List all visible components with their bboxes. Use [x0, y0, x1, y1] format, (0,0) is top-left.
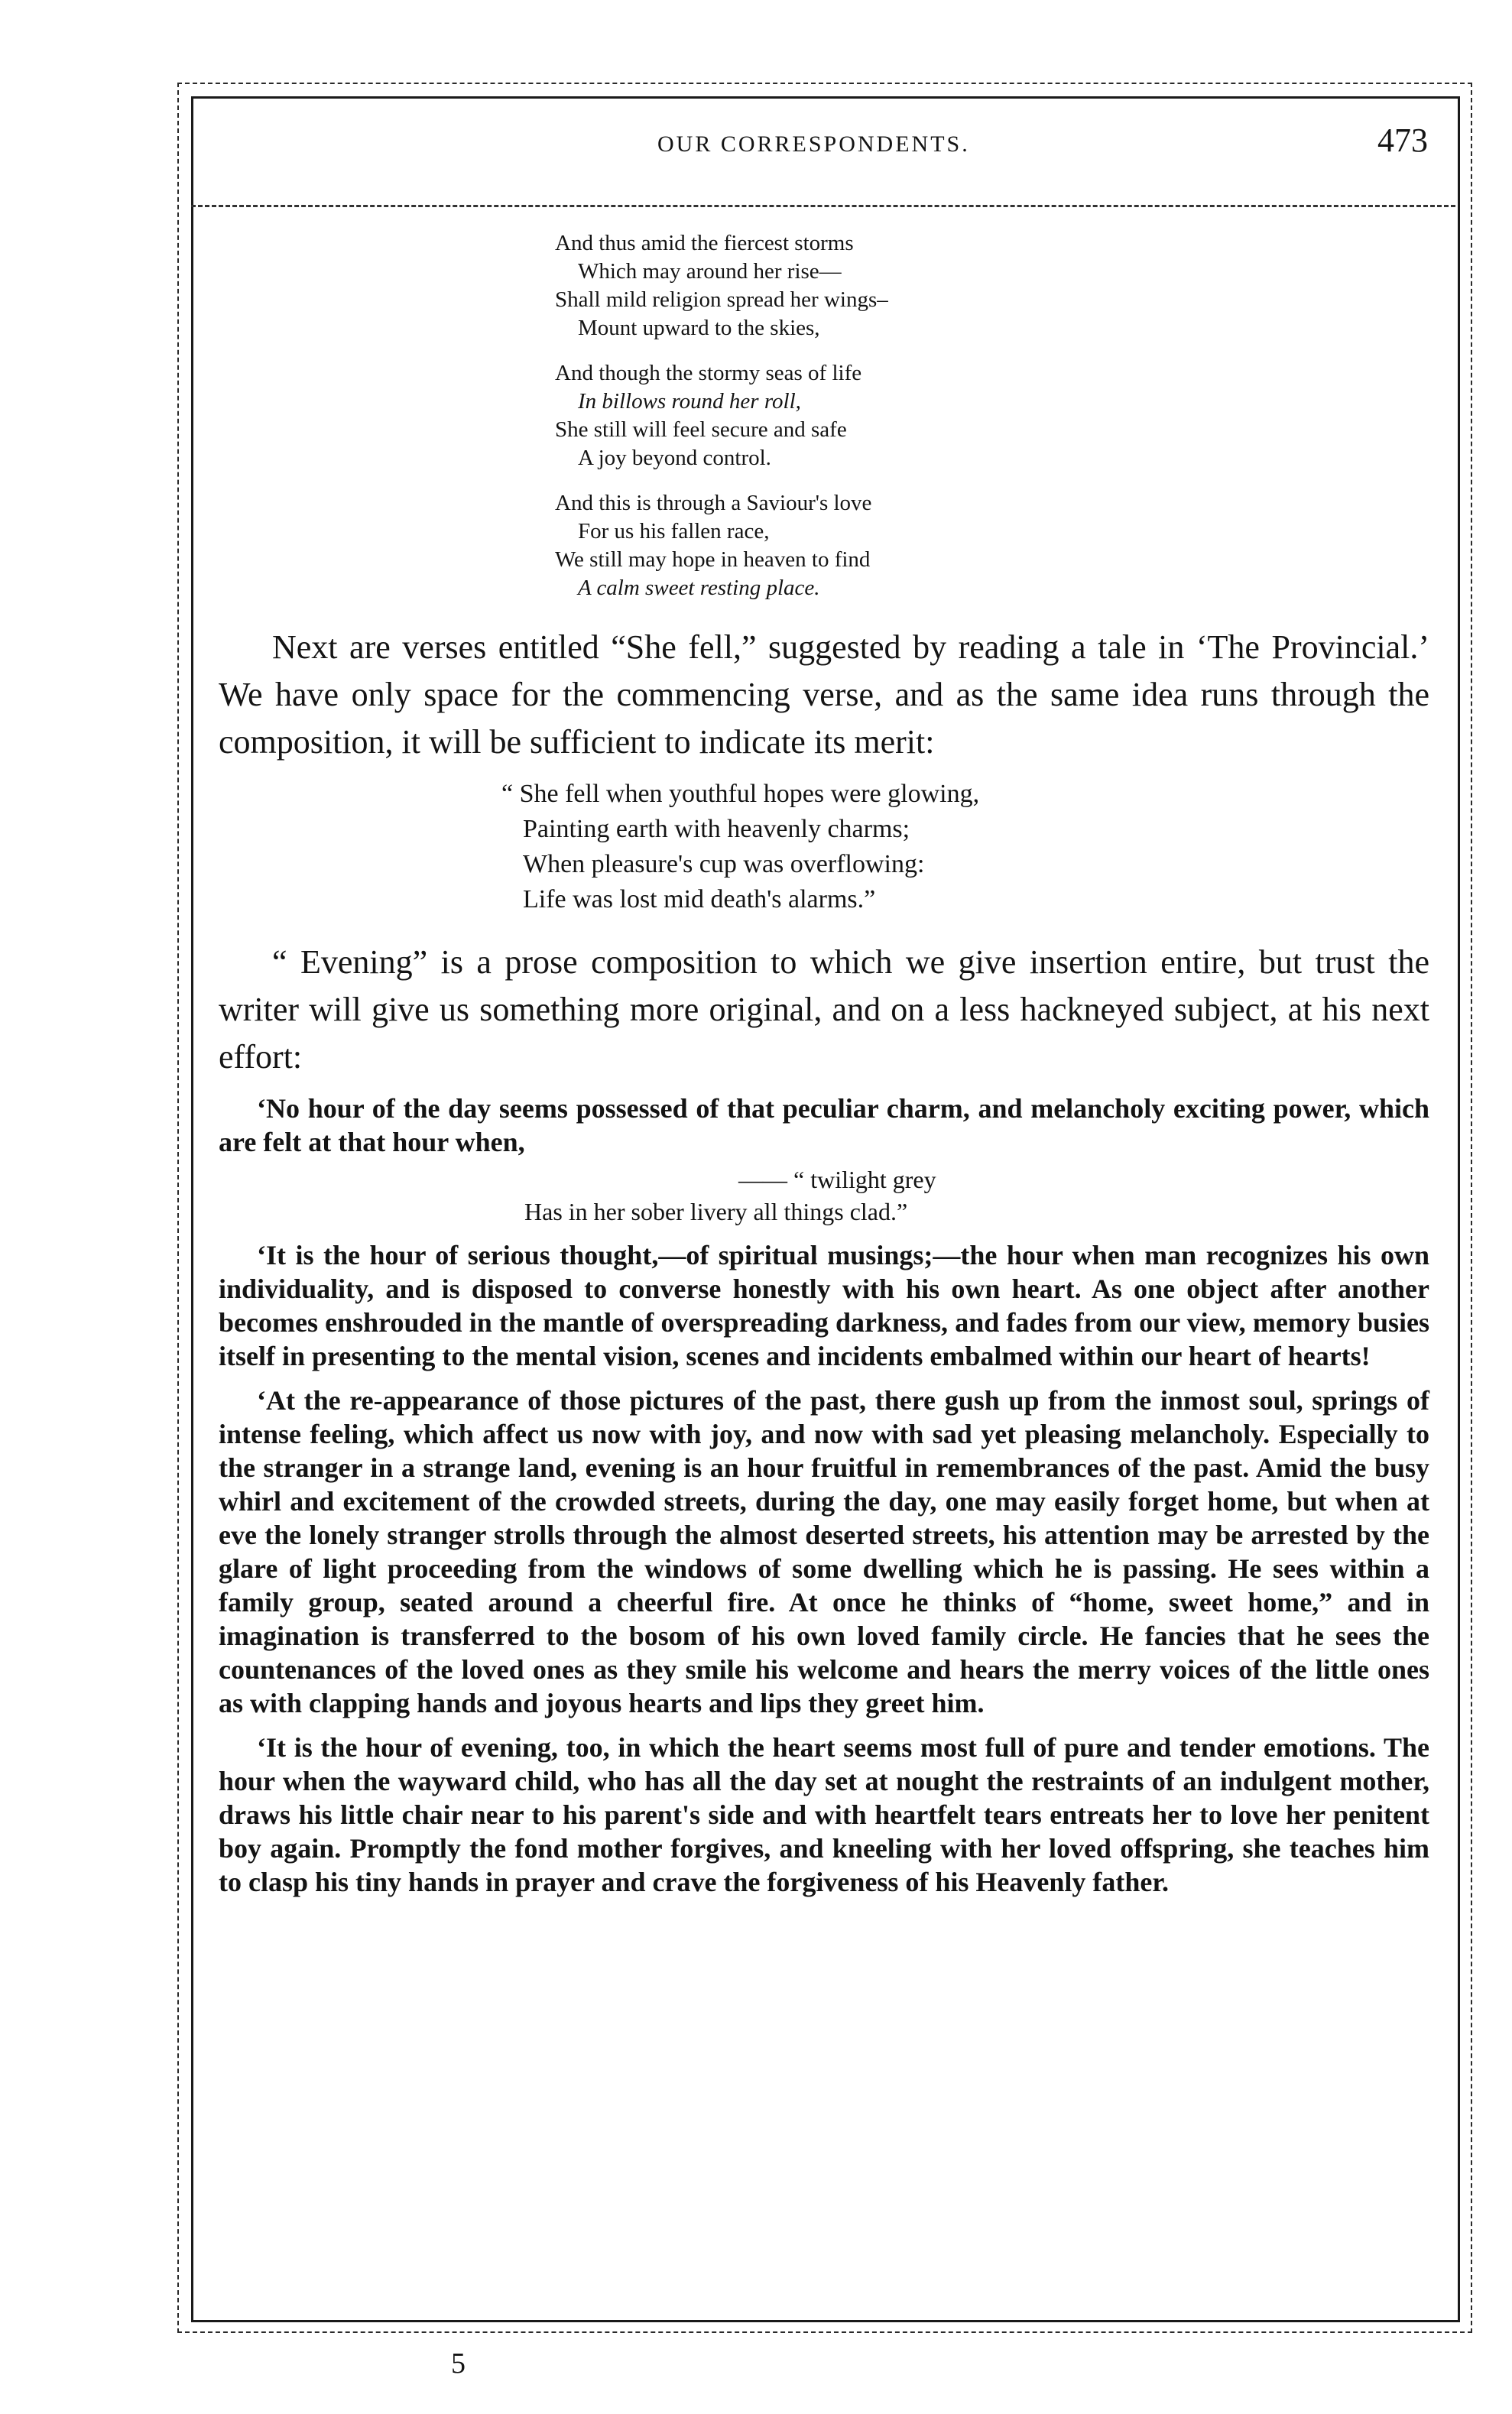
running-head: OUR CORRESPONDENTS. — [657, 131, 970, 157]
poem-line: We still may hope in heaven to find — [555, 547, 871, 572]
paragraph-evening-text: “ Evening” is a prose composition to which we give insertion entire, but trust the writer will give us something more original, and on a less hackneyed subject, at his next effort: — [219, 943, 1429, 1076]
poem-line: In billows round her roll, — [578, 389, 801, 414]
verse-line: When pleasure's cup was overflowing: — [523, 850, 925, 878]
poem-line: She still will feel secure and safe — [555, 417, 847, 442]
page-body — [219, 229, 1429, 1899]
quote-paragraph — [219, 1731, 1429, 1899]
twilight-quote — [219, 1163, 1429, 1228]
poem-line: Shall mild religion spread her wings– — [555, 287, 888, 312]
poem-stanza — [555, 359, 1429, 472]
poem-line: And thus amid the fiercest storms — [555, 231, 854, 255]
poem-line: A joy beyond control. — [578, 446, 771, 470]
poem-line: For us his fallen race, — [578, 519, 770, 543]
signature-mark: 5 — [451, 2347, 466, 2380]
quote-paragraph — [219, 1238, 1429, 1373]
quote-text: ‘At the re-appearance of those pictures of the past, there gush up from the inmost soul, springs of intense feeling, which affect us now with joy, and now with sad yet pleasing melancholy. Especially to the stranger in a strange land, evening is an hour fruitful in remembrances of the past. Amid the busy whirl and excitement of the crowded streets, during the day, one may easily forget home, but when at eve the lonely stranger strolls through the almost deserted streets, his attention may be arrested by the glare of light proceeding from the windows of some dwelling which he is passing. He sees within a family group, seated around a cheerful fire. At once he thinks of “home, sweet home,” and in imagination is transferred to the bosom of his own loved family circle. He fancies that he sees the countenances of the loved ones as they smile his welcome and hears the merry voices of the little ones as with clapping hands and joyous hearts and lips they greet him. — [219, 1385, 1429, 1718]
poem-line: Mount upward to the skies, — [578, 316, 820, 340]
poem-stanza — [555, 489, 1429, 602]
verse-line: Life was lost mid death's alarms.” — [523, 885, 876, 913]
poem-line: A calm sweet resting place. — [578, 576, 820, 600]
poem — [555, 229, 1429, 602]
verse-line: Painting earth with heavenly charms; — [523, 815, 910, 843]
header-rule — [191, 205, 1455, 207]
poem-line: Which may around her rise— — [578, 259, 842, 284]
quote-text: ‘No hour of the day seems possessed of that peculiar charm, and melancholy exciting power, which are felt at that hour when, — [219, 1093, 1429, 1157]
poem-line: And though the stormy seas of life — [555, 361, 862, 385]
twilight-line: Has in her sober livery all things clad.” — [524, 1198, 908, 1225]
page-number: 473 — [1377, 122, 1428, 159]
quote-text: ‘It is the hour of evening, too, in which the heart seems most full of pure and tender emotions. The hour when the wayward child, who has all the day set at nought the restraints of an indulgent mother, draws his little chair near to his parent's side and with heartfelt tears entreats her to love her penitent boy again. Promptly the fond mother forgives, and kneeling with her loved offspring, she teaches him to clasp his tiny hands in prayer and crave the forgiveness of his Heavenly father. — [219, 1732, 1429, 1897]
quote-text: ‘It is the hour of serious thought,—of spiritual musings;—the hour when man recognizes his own individuality, and is disposed to converse honestly with his own heart. As one object after another becomes enshrouded in the mantle of overspreading darkness, and fades from our view, memory busies itself in presenting to the mental vision, scenes and incidents embalmed within our heart of hearts! — [219, 1240, 1429, 1371]
quote-paragraph — [219, 1092, 1429, 1159]
paragraph-she-fell — [219, 624, 1429, 766]
poem-line: And this is through a Saviour's love — [555, 491, 872, 515]
poem-stanza — [555, 229, 1429, 342]
quote-paragraph — [219, 1384, 1429, 1720]
paragraph-evening — [219, 939, 1429, 1081]
paragraph-she-fell-text: Next are verses entitled “She fell,” suggested by reading a tale in ‘The Provincial.’ We have only space for the commencing verse, and as the same idea runs through the composition, it will be sufficient to indicate its merit: — [219, 628, 1429, 761]
verse-she-fell — [501, 777, 1429, 917]
twilight-line: —— “ twilight grey — [738, 1166, 936, 1193]
verse-line: “ She fell when youthful hopes were glowing, — [501, 780, 980, 808]
